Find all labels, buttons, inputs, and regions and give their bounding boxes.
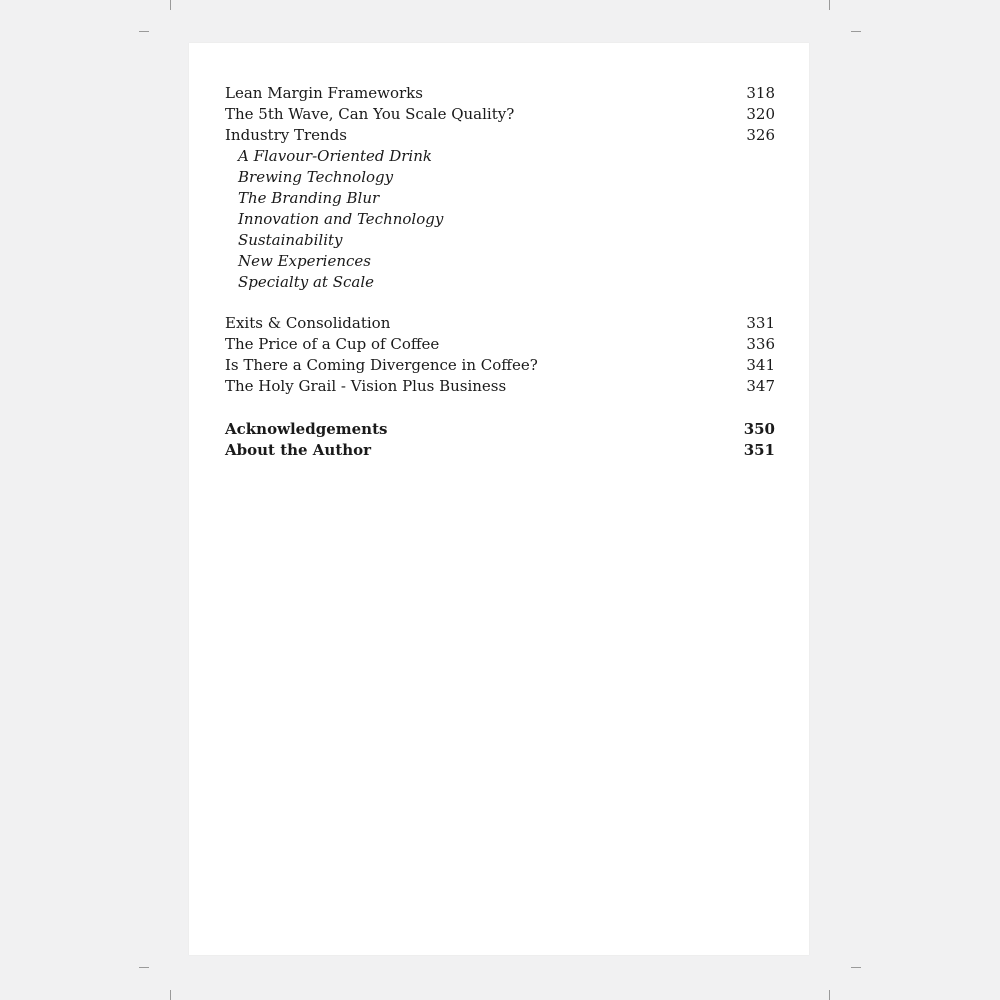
toc-page-number: 350 — [743, 420, 775, 438]
toc-subentry[interactable] — [225, 167, 775, 188]
section-spacer — [225, 397, 775, 419]
toc-subentry[interactable] — [225, 251, 775, 272]
toc-entry-acknowledgements[interactable] — [225, 419, 775, 440]
crop-mark — [139, 31, 149, 32]
toc-entry[interactable] — [225, 104, 775, 125]
crop-mark — [170, 990, 171, 1000]
table-of-contents — [225, 83, 775, 461]
toc-entry-title: Acknowledgements — [225, 420, 388, 438]
toc-page-number: 341 — [746, 356, 775, 374]
toc-entry-about-the-author[interactable] — [225, 440, 775, 461]
toc-subentry-title: Specialty at Scale — [238, 273, 374, 291]
toc-entry[interactable] — [225, 334, 775, 355]
crop-mark — [139, 967, 149, 968]
toc-page-number: 351 — [743, 441, 775, 459]
toc-subentry-title: The Branding Blur — [238, 189, 380, 207]
toc-entry[interactable] — [225, 355, 775, 376]
section-spacer — [225, 293, 775, 313]
toc-subentry[interactable] — [225, 146, 775, 167]
toc-entry[interactable] — [225, 313, 775, 334]
toc-page-number: 331 — [746, 314, 775, 332]
toc-subentry[interactable] — [225, 209, 775, 230]
toc-entry-title: The 5th Wave, Can You Scale Quality? — [225, 105, 515, 123]
toc-page-number: 320 — [746, 105, 775, 123]
toc-entry-title: About the Author — [225, 441, 372, 459]
toc-entry-title: Is There a Coming Divergence in Coffee? — [225, 356, 538, 374]
crop-mark — [851, 31, 861, 32]
toc-entry[interactable] — [225, 83, 775, 104]
toc-entry-title: Industry Trends — [225, 126, 347, 144]
toc-subentry-title: Brewing Technology — [238, 168, 394, 186]
document-page — [189, 43, 809, 955]
toc-page-number: 318 — [746, 84, 775, 102]
toc-subentry-title: A Flavour-Oriented Drink — [238, 147, 432, 165]
toc-subentry-title: Innovation and Technology — [238, 210, 444, 228]
toc-subentry[interactable] — [225, 188, 775, 209]
toc-subentry[interactable] — [225, 272, 775, 293]
crop-mark — [829, 990, 830, 1000]
crop-mark — [170, 0, 171, 10]
crop-mark — [829, 0, 830, 10]
toc-entry[interactable] — [225, 376, 775, 397]
toc-entry-title: The Holy Grail - Vision Plus Business — [225, 377, 507, 395]
toc-subentry-title: Sustainability — [238, 231, 343, 249]
crop-mark — [851, 967, 861, 968]
toc-page-number: 347 — [746, 377, 775, 395]
toc-subentry[interactable] — [225, 230, 775, 251]
toc-page-number: 326 — [746, 126, 775, 144]
toc-entry-title: The Price of a Cup of Coffee — [225, 335, 440, 353]
toc-subentry-title: New Experiences — [238, 252, 371, 270]
toc-entry[interactable] — [225, 125, 775, 146]
toc-entry-title: Exits & Consolidation — [225, 314, 391, 332]
toc-page-number: 336 — [746, 335, 775, 353]
toc-entry-title: Lean Margin Frameworks — [225, 84, 423, 102]
